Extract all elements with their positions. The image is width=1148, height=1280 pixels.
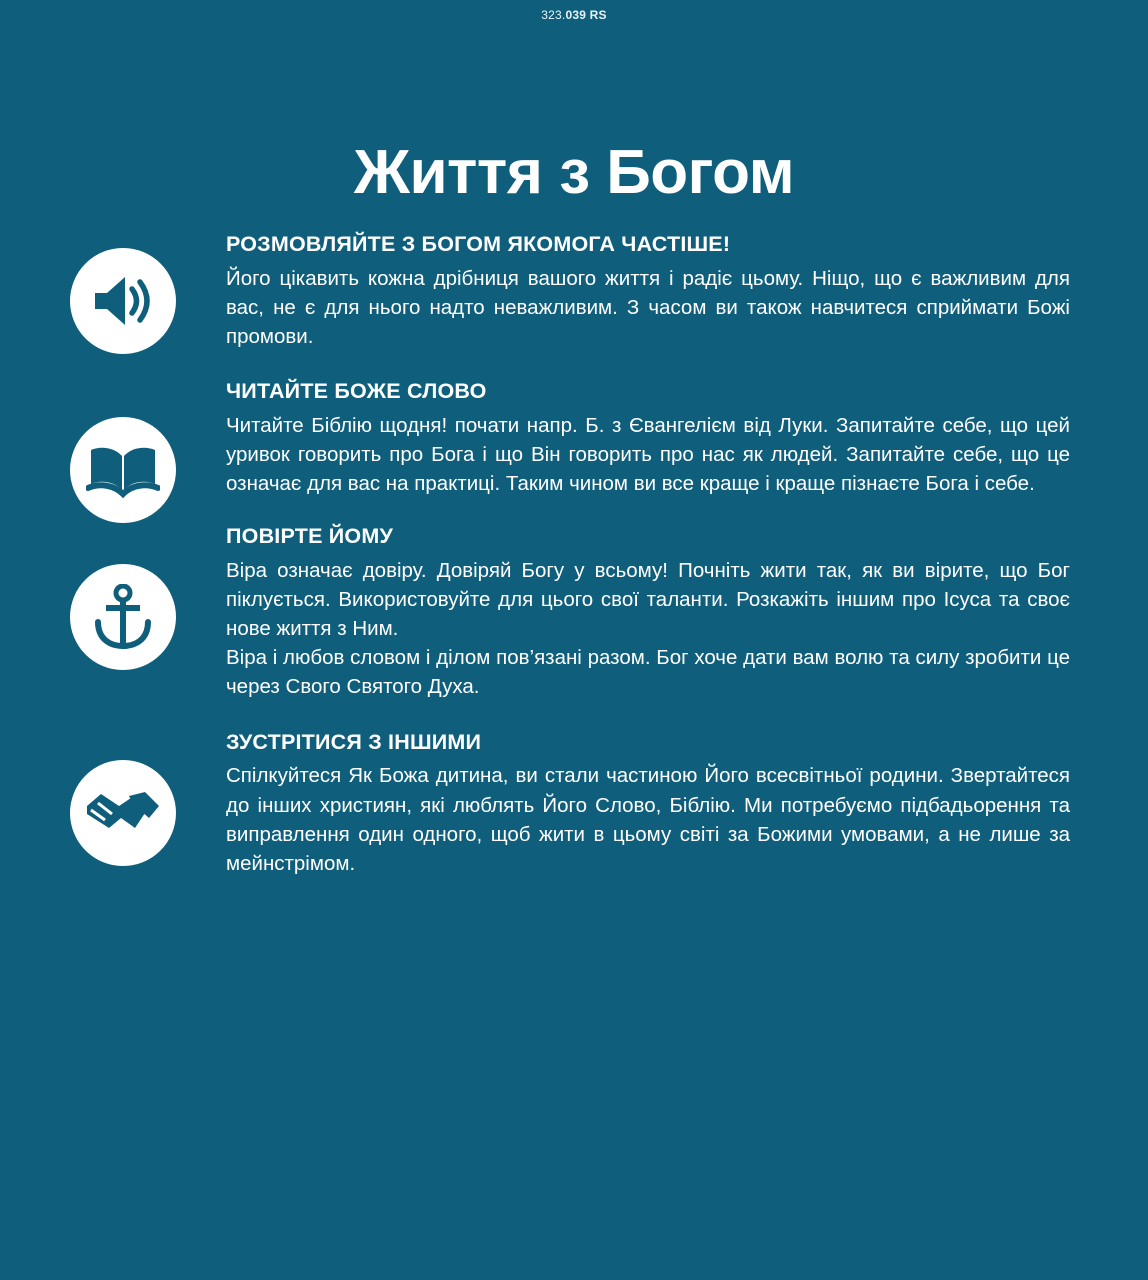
section-paragraph: Читайте Біблію щодня! почати напр. Б. з Євангелієм від Луки. Запитайте себе, що цей уривок говорить про Бога і що Він говорить про нас як людей. Запитайте себе, що це означає для вас на практиці. Таким чином ви все краще і краще пізнаєте Бога і себе. <box>226 413 1070 496</box>
section-heading: ЗУСТРІТИСЯ З ІНШИМИ <box>226 729 482 754</box>
icon-wrap-anchor <box>70 564 176 670</box>
section-heading: РОЗМОВЛЯЙТЕ З БОГОМ ЯКОМОГА ЧАСТІШЕ! <box>226 232 731 256</box>
icon-wrap-handshake <box>70 760 176 866</box>
document-code-suffix: 039 RS <box>565 8 607 22</box>
section-paragraph: Його цікавить кожна дрібниця вашого життя і радіє цьому. Ніщо, що є важливим для вас, не є для нього надто неважливим. З часом ви також навчитеся сприймати Божі промови. <box>226 266 1070 349</box>
page-title: Життя з Богом <box>353 137 795 207</box>
section-bible <box>0 379 1148 498</box>
document-code <box>0 8 1148 22</box>
icon-wrap-speaker <box>70 248 176 354</box>
section-fellowship <box>0 730 1148 878</box>
section-trust <box>0 524 1148 701</box>
document-code-prefix: 323. <box>541 8 566 22</box>
section-paragraph: Спілкуйтеся Як Божа дитина, ви стали частиною Його всесвітньої родини. Звертайтеся до інших християн, які люблять Його Слово, Біблію. Ми потребуємо підбадьорення та виправлення один одного, щоб жити в цьому світі за Божими умовами, а не лише за мейнстрімом. <box>226 764 1070 875</box>
section-heading: ПОВІРТЕ ЙОМУ <box>226 524 394 549</box>
speaker-icon <box>70 248 176 354</box>
section-paragraph: Віра означає довіру. Довіряй Богу у всьому! Почніть жити так, як ви вірите, що Бог піклується. Використовуйте для цього свої таланти. Розкажіть іншим про Ісуса та своє нове життя з Ним. <box>226 559 1070 641</box>
icon-wrap-open-book <box>70 417 176 523</box>
anchor-icon <box>70 564 176 670</box>
section-speaker <box>0 232 1148 351</box>
section-heading: ЧИТАЙТЕ БОЖЕ СЛОВО <box>226 379 487 404</box>
handshake-icon <box>70 760 176 866</box>
sections-list <box>0 232 1148 878</box>
section-paragraph: Віра і любов словом і ділом пов’язані разом. Бог хоче дати вам волю та силу зробити це через Свого Святого Духа. <box>226 646 1070 699</box>
open-book-icon <box>70 417 176 523</box>
